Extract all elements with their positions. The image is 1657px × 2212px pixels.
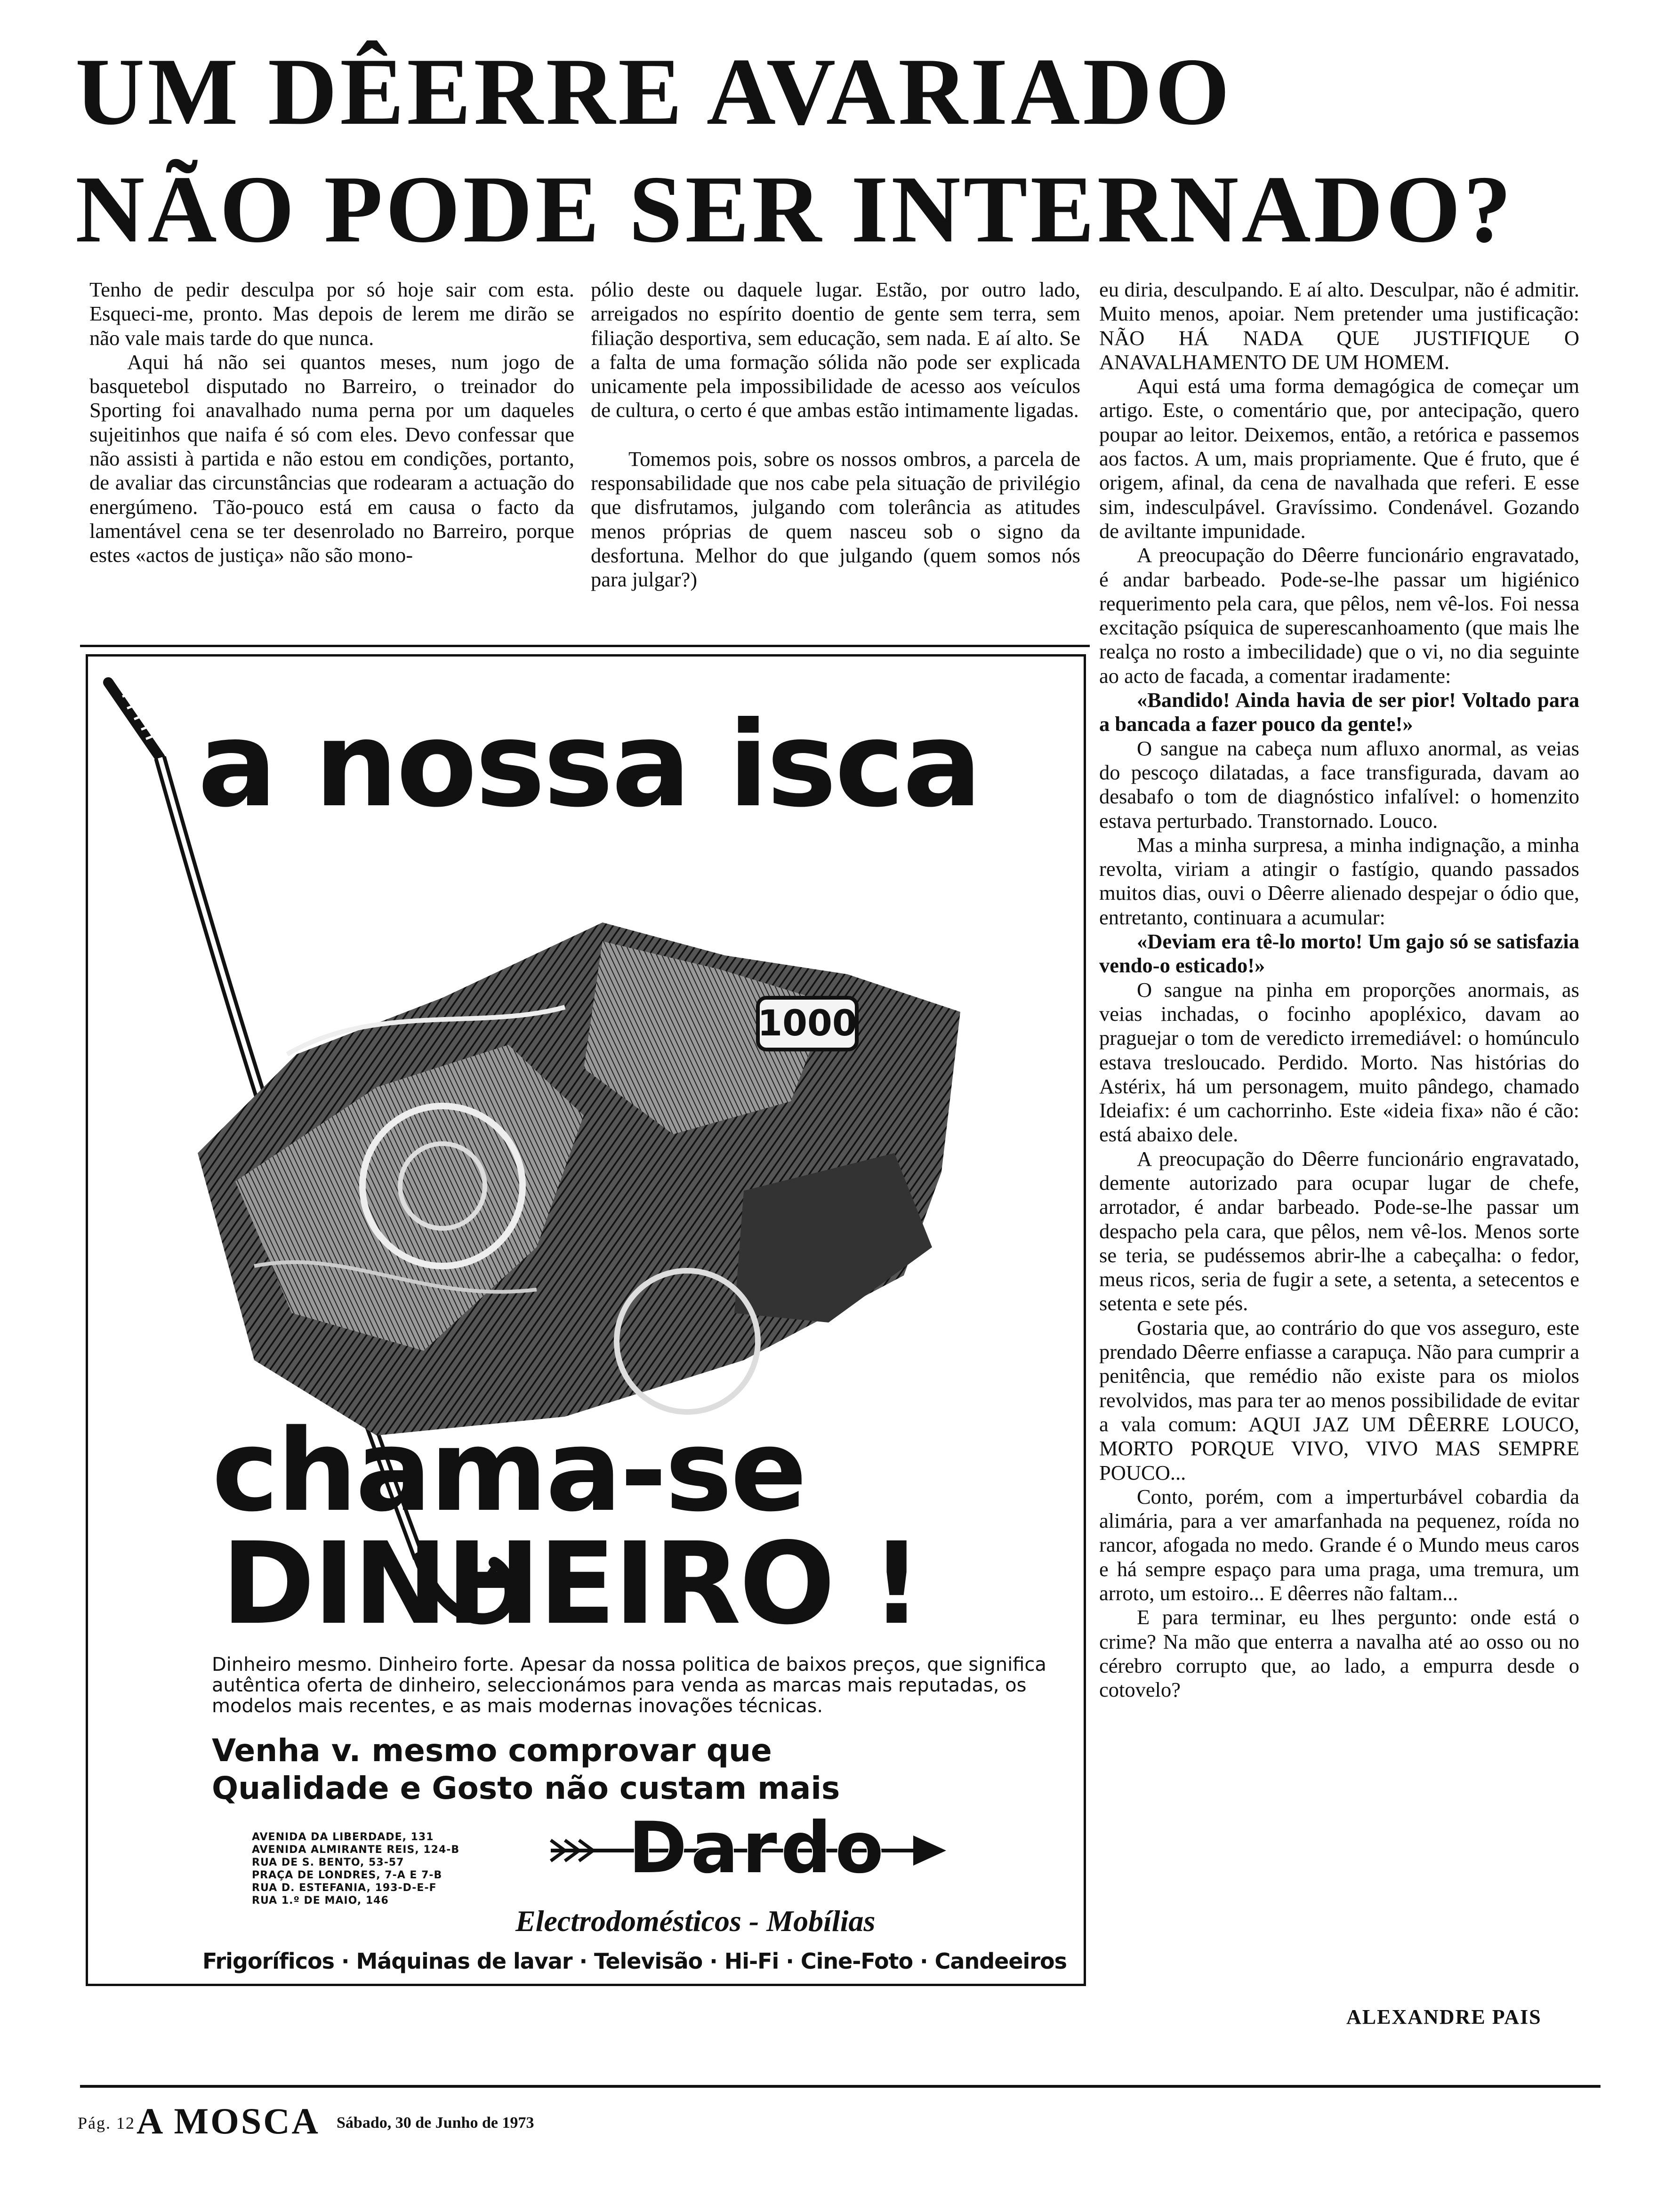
article-column-3 [1099,278,1579,1702]
footer-page-number: Pág. 12 [78,2114,135,2132]
article-paragraph: pólio deste ou daquele lugar. Estão, por outro lado, arreigados no espírito doentio de gente sem terra, sem filiação desportiva, sem educação, sem nada. E aí alto. Se a falta de uma formação sólida não pode ser explicada unicamente pela impossibilidade de acesso aos veículos de cultura, o certo é que ambas estão intimamente ligadas. [591,278,1080,422]
ad-headline-3: DINHEIRO ! [221,1518,921,1650]
ad-body-text: Dinheiro mesmo. Dinheiro forte. Apesar da nossa politica de baixos preços, que significa autêntica oferta de dinheiro, seleccionámos para venda as marcas mais reputadas, os modelos mais recentes, e as mais modernas inovações técnicas. [212,1654,1046,1717]
ad-address: AVENIDA ALMIRANTE REIS, 124-B [252,1844,460,1856]
article-paragraph: eu diria, desculpando. E aí alto. Desculpar, não é admitir. Muito menos, apoiar. Nem pretender uma justificação: NÃO HÁ NADA QUE JUSTIFIQUE O ANAVALHAMENTO DE UM HOMEM. [1099,278,1579,374]
ad-address: RUA 1.º DE MAIO, 146 [252,1895,389,1907]
column-divider-rule [80,645,1090,647]
ad-cta-line-1: Venha v. mesmo comprovar que [212,1732,772,1769]
article-paragraph: Tomemos pois, sobre os nossos ombros, a parcela de responsabilidade que nos cabe pela situação de privilégio que disfrutamos, julgando com tolerância as atitudes menos próprias de quem nasceu sob o signo da desfortuna. Melhor do que julgando (quem somos nós para julgar?) [591,447,1080,592]
crumpled-banknotes-illustration [179,890,979,1468]
article-paragraph: Conto, porém, com a imperturbável cobardia da alimária, para a ver amarfanhada na pequenez, roída no rancor, afogada no medo. Grande é o Mundo meus caros e há sempre espaço para uma praga, uma tremura, um arroto, um estoiro... E dêerres não faltam... [1099,1484,1579,1605]
footer-date: Sábado, 30 de Junho de 1973 [337,2114,534,2132]
ad-cta-line-2: Qualidade e Gosto não custam mais [212,1770,840,1806]
ad-products-line: Frigoríficos · Máquinas de lavar · Televisão · Hi-Fi · Cine-Foto · Candeeiros [202,1948,1067,1974]
article-paragraph: A preocupação do Dêerre funcionário engravatado, demente autorizado para ocupar lugar de chefe, arrotador, é andar barbeado. Pode-se-lhe passar um despacho pela cara, que pêlos, nem vê-los. Menos sorte se teria, se pudéssemos abrir-lhe a cabeçalha: o fedor, meus ricos, seria de fugir a sete, a setenta, a setecentos e setenta e sete pés. [1099,1146,1579,1315]
banknote-value: 1000 [757,1002,857,1044]
footer-rule [80,2085,1601,2088]
article-quote: «Bandido! Ainda havia de ser pior! Voltado para a bancada a fazer pouco da gente!» [1099,688,1579,736]
ad-headline-1: a nossa isca [198,696,981,833]
headline-line-2: NÃO PODE SER INTERNADO? [75,156,1514,263]
article-paragraph: Aqui está uma forma demagógica de começar um artigo. Este, o comentário que, por antecipação, quero poupar ao leitor. Deixemos, então, a retórica e passemos aos factos. A um, mais propriamente. Que é fruto, que é origem, afinal, da cena de navalhada que referi. E esse sim, indesculpável. Gravíssimo. Condenável. Gozando de aviltante impunidade. [1099,374,1579,543]
article-paragraph: O sangue na pinha em proporções anormais, as veias inchadas, o focinho apopléxico, davam ao praguejar o tom de veredicto irremediável: o homúnculo estava tresloucado. Perdido. Morto. Nas histórias do Astérix, há um personagem, muito pândego, chamado Ideiafix: é um cachorrinho. Este «ideia fixa» não é cão: está abaixo dele. [1099,978,1579,1146]
ad-address: PRAÇA DE LONDRES, 7-A E 7-B [252,1869,442,1881]
author-byline: ALEXANDRE PAIS [1346,2005,1542,2028]
article-paragraph: Aqui há não sei quantos meses, num jogo de basquetebol disputado no Barreiro, o treinador do Sporting foi anavalhado numa perna por um daqueles sujeitinhos que naifa é só com eles. Devo confessar que não assisti à partida e não estou em condições, portanto, de avaliar das circunstâncias que rodearam a actuação do energúmeno. Tão-pouco está em causa o facto da lamentável cena se ter desenrolado no Barreiro, porque estes «actos de justiça» não são mono- [89,350,574,567]
ad-address: RUA D. ESTEFANIA, 193-D-E-F [252,1882,437,1894]
article-column-1 [89,278,574,568]
ad-address-list [252,1831,459,1907]
article-paragraph: A preocupação do Dêerre funcionário engravatado, é andar barbeado. Pode-se-lhe passar um higiénico requerimento pela cara, que pêlos, nem vê-los. Foi nessa excitação psíquica de superescanhoamento (que mais lhe realça no rosto a imbecilidade) que o vi, no dia seguinte ao acto de facada, a comentar iradamente: [1099,543,1579,688]
article-paragraph: E para terminar, eu lhes pergunto: onde está o crime? Na mão que enterra a navalha até ao osso ou no cérebro corrupto que, ao lado, a empurra desde o cotovelo? [1099,1605,1579,1702]
dardo-logo [546,1817,951,1883]
headline-line-1: UM DÊERRE AVARIADO [75,39,1233,145]
footer-publication-name: A MOSCA [137,2100,320,2141]
article-paragraph: Mas a minha surpresa, a minha indignação, a minha revolta, viriam a atingir o fastígio, quando passados muitos dias, ouvi o Dêerre alienado despejar o ódio que, entretanto, continuara a acumular: [1099,833,1579,929]
dardo-logo-text: Dardo [628,1817,888,1883]
article-paragraph: Tenho de pedir desculpa por só hoje sair com esta. Esqueci-me, pronto. Mas depois de lerem me dirão se não vale mais tarde do que nunca. [89,278,574,350]
article-column-2 [591,278,1080,592]
ad-tagline: Electrodomésticos - Mobílias [515,1904,876,1938]
ad-address: AVENIDA DA LIBERDADE, 131 [252,1831,434,1843]
article-paragraph: O sangue na cabeça num afluxo anormal, as veias do pescoço dilatadas, a face transfigurada, davam ao desabafo o tom de diagnóstico infalível: o homenzito estava perturbado. Transtornado. Louco. [1099,736,1579,833]
ad-address: RUA DE S. BENTO, 53-57 [252,1857,404,1868]
article-quote: «Deviam era tê-lo morto! Um gajo só se satisfazia vendo-o esticado!» [1099,930,1579,978]
article-paragraph: Gostaria que, ao contrário do que vos asseguro, este prendado Dêerre enfiasse a carapuça. Não para cumprir a penitência, que remédio não existe para os miolos revolvidos, mas para ter ao menos possibilidade de evitar a vala comum: AQUI JAZ UM DÊERRE LOUCO, MORTO PORQUE VIVO, VIVO MAS SEMPRE POUCO... [1099,1315,1579,1484]
ad-headline-2: chama-se [212,1405,805,1537]
